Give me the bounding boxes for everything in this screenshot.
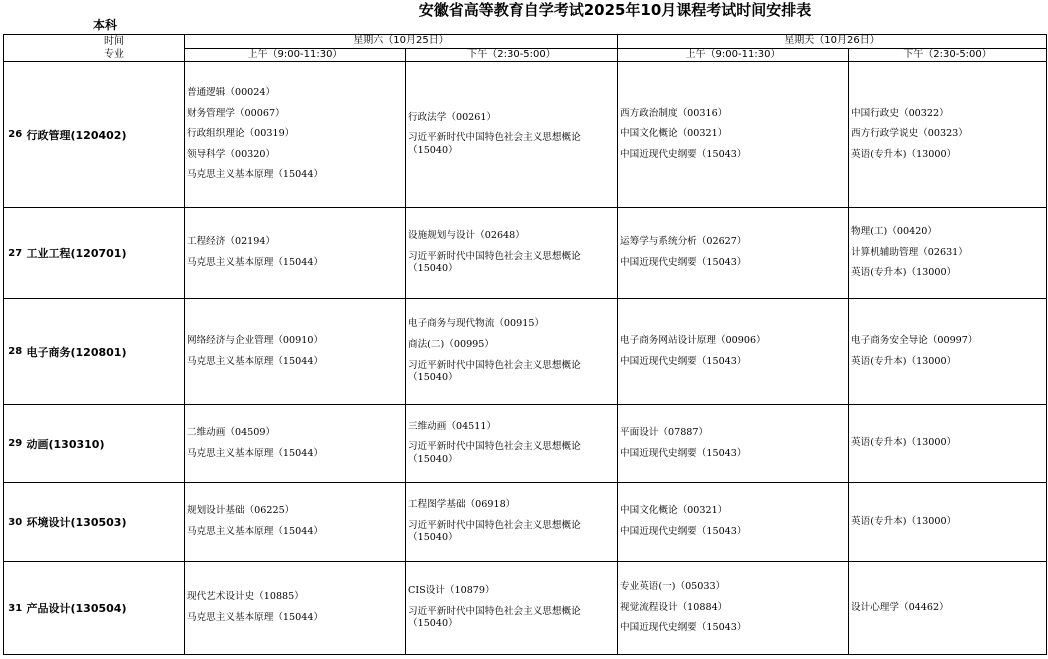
row-number: 27: [4, 208, 27, 299]
course-item: 中国文化概论（00321）: [620, 505, 728, 517]
day-header-saturday: 星期六（10月25日）: [185, 35, 618, 49]
slot-cell-sat-am: [185, 299, 406, 405]
course-item: 习近平新时代中国特色社会主义思想概论（15040）: [408, 441, 581, 465]
slot-cell-sat-am: [185, 483, 406, 562]
course-item: 领导科学（00320）: [187, 148, 276, 160]
course-item: 平面设计（07887）: [620, 426, 709, 438]
corner-header: [4, 35, 185, 62]
slot-header-sun-am: 上午（9:00-11:30）: [618, 48, 849, 62]
row-number: 31: [4, 562, 27, 655]
course-item: 中国近现代史纲要（15043）: [620, 526, 747, 537]
table-row: [4, 405, 1047, 483]
course-item: 马克思主义基本原理（15044）: [187, 612, 324, 623]
slot-cell-sat-am: [185, 208, 406, 299]
course-item: 习近平新时代中国特色社会主义思想概论（15040）: [408, 250, 581, 275]
slot-cell-sat-am: [185, 562, 406, 655]
major-name: 工业工程(120701): [27, 208, 185, 299]
slot-cell-sun-am: [618, 405, 849, 483]
slot-cell-sat-am: [185, 405, 406, 483]
major-label: 专业: [104, 49, 124, 60]
slot-cell-sun-am: [618, 62, 849, 208]
time-label: 时间: [104, 36, 124, 47]
major-name: 行政管理(120402): [27, 62, 185, 208]
course-item: 计算机辅助管理（02631）: [851, 246, 968, 258]
course-item: 运筹学与系统分析（02627）: [620, 236, 747, 248]
course-item: 马克思主义基本原理（15044）: [187, 355, 324, 367]
slot-cell-sun-pm: [849, 483, 1047, 562]
slot-cell-sun-am: [618, 299, 849, 405]
course-item: 工程经济（02194）: [187, 236, 276, 248]
course-item: 网络经济与企业管理（00910）: [187, 334, 324, 346]
slot-cell-sun-pm: [849, 62, 1047, 208]
course-item: 视觉流程设计（10884）: [620, 601, 728, 613]
course-item: 中国行政史（00322）: [851, 107, 949, 119]
course-item: 普通逻辑（00024）: [187, 87, 276, 99]
slot-cell-sat-pm: [406, 208, 618, 299]
course-item: 英语(专升本)（13000）: [851, 148, 957, 160]
row-number: 29: [4, 405, 27, 483]
course-item: 习近平新时代中国特色社会主义思想概论（15040）: [408, 519, 581, 544]
major-name: 电子商务(120801): [27, 299, 185, 405]
course-item: 中国近现代史纲要（15043）: [620, 622, 747, 634]
slot-cell-sat-am: [185, 62, 406, 208]
major-name: 环境设计(130503): [27, 483, 185, 562]
course-item: 二维动画（04509）: [187, 426, 276, 438]
major-name: 产品设计(130504): [27, 562, 185, 655]
table-row: [4, 62, 1047, 208]
slot-cell-sat-pm: [406, 405, 618, 483]
course-item: 财务管理学（00067）: [187, 107, 285, 119]
course-item: 三维动画（04511）: [408, 420, 497, 432]
slot-cell-sun-pm: [849, 562, 1047, 655]
slot-cell-sat-pm: [406, 299, 618, 405]
course-item: 英语(专升本)（13000）: [851, 267, 957, 279]
slot-cell-sun-am: [618, 562, 849, 655]
course-item: 专业英语(一)（05033）: [620, 581, 726, 593]
row-number: 28: [4, 299, 27, 405]
slot-cell-sun-am: [618, 483, 849, 562]
slot-cell-sun-am: [618, 208, 849, 299]
course-item: 习近平新时代中国特色社会主义思想概论（15040）: [408, 359, 581, 384]
course-item: 规划设计基础（06225）: [187, 505, 295, 517]
course-item: 英语(专升本)（13000）: [851, 437, 957, 449]
slot-header-sun-pm: 下午（2:30-5:00）: [849, 48, 1047, 62]
row-number: 30: [4, 483, 27, 562]
course-item: 中国近现代史纲要（15043）: [620, 257, 747, 268]
course-item: 电子商务与现代物流（00915）: [408, 318, 545, 330]
course-item: 中国近现代史纲要（15043）: [620, 447, 747, 459]
course-item: 马克思主义基本原理（15044）: [187, 526, 324, 537]
slot-cell-sun-pm: [849, 299, 1047, 405]
course-item: 马克思主义基本原理（15044）: [187, 447, 324, 459]
course-item: CIS设计（10879）: [408, 585, 495, 597]
course-item: 工程图学基础（06918）: [408, 499, 516, 511]
slot-cell-sat-pm: [406, 562, 618, 655]
course-item: 西方政治制度（00316）: [620, 107, 728, 119]
course-item: 行政组织理论（00319）: [187, 128, 295, 140]
major-name: 动画(130310): [27, 405, 185, 483]
row-number: 26: [4, 62, 27, 208]
slot-cell-sun-pm: [849, 405, 1047, 483]
table-row: [4, 483, 1047, 562]
page-title: 安徽省高等教育自学考试2025年10月课程考试时间安排表: [418, 1, 812, 19]
day-header-sunday: 星期天（10月26日）: [618, 35, 1047, 49]
slot-cell-sat-pm: [406, 62, 618, 208]
course-item: 中国近现代史纲要（15043）: [620, 355, 747, 367]
slot-cell-sat-pm: [406, 483, 618, 562]
course-item: 习近平新时代中国特色社会主义思想概论（15040）: [408, 605, 581, 630]
course-item: 英语(专升本)（13000）: [851, 355, 957, 367]
course-item: 设计心理学（04462）: [851, 601, 949, 613]
exam-schedule-table: [3, 34, 1047, 655]
course-item: 商法(二)（00995）: [408, 338, 494, 350]
course-item: 习近平新时代中国特色社会主义思想概论（15040）: [408, 132, 581, 156]
course-item: 马克思主义基本原理（15044）: [187, 257, 324, 268]
level-label: 本科: [93, 18, 118, 32]
table-row: [4, 208, 1047, 299]
course-item: 中国文化概论（00321）: [620, 128, 728, 140]
slot-header-sat-am: 上午（9:00-11:30）: [185, 48, 406, 62]
slot-header-sat-pm: 下午（2:30-5:00）: [406, 48, 618, 62]
slot-cell-sun-pm: [849, 208, 1047, 299]
course-item: 中国近现代史纲要（15043）: [620, 148, 747, 160]
course-item: 西方行政学说史（00323）: [851, 128, 968, 140]
course-item: 马克思主义基本原理（15044）: [187, 169, 324, 181]
course-item: 设施规划与设计（02648）: [408, 230, 525, 242]
course-item: 物理(工)（00420）: [851, 226, 937, 238]
table-row: [4, 562, 1047, 655]
course-item: 行政法学（00261）: [408, 111, 497, 123]
course-item: 电子商务网站设计原理（00906）: [620, 334, 766, 346]
course-item: 英语(专升本)（13000）: [851, 515, 957, 527]
course-item: 电子商务安全导论（00997）: [851, 334, 978, 346]
table-row: [4, 299, 1047, 405]
course-item: 现代艺术设计史（10885）: [187, 591, 304, 603]
